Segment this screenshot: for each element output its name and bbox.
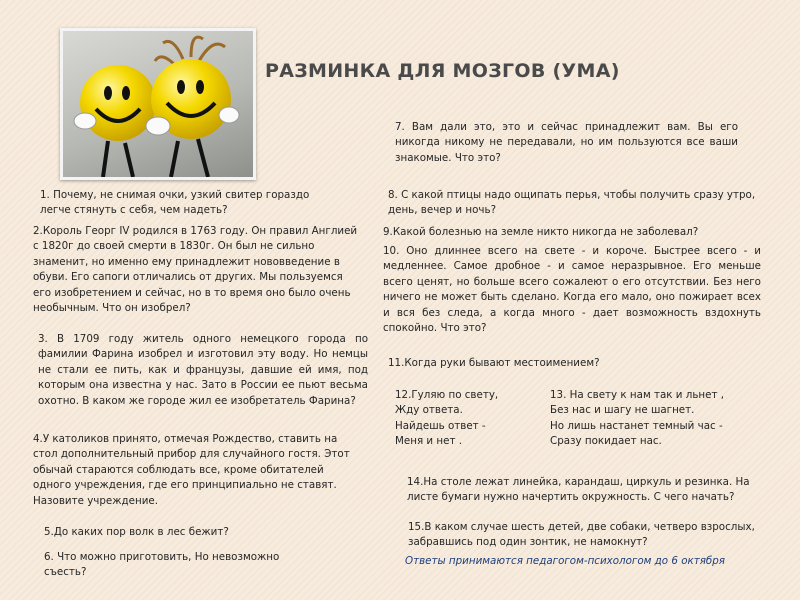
smiley-photo [60,28,256,180]
answers-deadline-note: Ответы принимаются педагогом-психологом до 6 октября [405,555,725,567]
question-12-line: 12.Гуляю по свету, [395,389,499,401]
question-14: 14.На столе лежат линейка, карандаш, циркуль и резинка. На листе бумаги нужно начертить окружность. С чего начать? [407,476,750,504]
question-12 [395,388,545,450]
question-13-line: 13. На свету к нам так и льнет , [550,389,725,401]
question-13-line: Но лишь настанет темный час - [550,419,723,432]
question-12-line: Найдешь ответ - [395,419,486,432]
question-15: 15.В каком случае шесть детей, две собаки, четверо взрослых, забравшись под один зонтик, не намокнут? [408,521,755,549]
question-12-line: Меня и нет . [395,435,462,448]
question-13-line: Без нас и шагу не шагнет. [550,404,695,417]
question-13 [550,388,765,450]
question-3: 3. В 1709 году житель одного немецкого города по фамилии Фарина изобрел и изготовил эту воду. Но немцы не стали ее пить, как и французы, давшие ей имя, под которым она известна у нас. Зато в России ее пьют весьма охотно. В каком же городе жил ее изобретатель Фарина? [38,333,368,407]
question-2: 2.Король Георг IV родился в 1763 году. Он правил Англией с 1820г до своей смерти в 1830г. Он был не сильно знаменит, но именно ему принадлежит нововведение в обуви. Его сапоги отличались от других. Мы пользуемся его изобретением и сейчас, но в то время оно было очень необычным. Что он изобрел? [33,225,358,315]
page-title: РАЗМИНКА ДЛЯ МОЗГОВ (УМА) [265,60,620,82]
question-4: 4.У католиков принято, отмечая Рождество, ставить на стол дополнительный прибор для случайного гостя. Этот обычай стараются соблюдать все, кроме обитателей одного учреждения, где его принципиально не ставят. Назовите учреждение. [33,433,350,507]
question-9: 9.Какой болезнью на земле никто никогда не заболевал? [383,226,699,238]
question-11: 11.Когда руки бывают местоимением? [388,357,600,369]
question-7: 7. Вам дали это, это и сейчас принадлежит вам. Вы его никогда никому не передавали, но им пользуются все ваши знакомые. Что это? [395,121,738,164]
question-12-line: Жду ответа. [395,404,463,417]
question-6: 6. Что можно приготовить, Но невозможно съесть? [44,551,280,579]
question-5: 5.До каких пор волк в лес бежит? [44,526,229,538]
smiley-couple-image [63,31,253,177]
question-1: 1. Почему, не снимая очки, узкий свитер гораздо легче стянуть с себя, чем надеть? [40,189,310,217]
question-13-line: Сразу покидает нас. [550,435,662,448]
question-10: 10. Оно длиннее всего на свете - и короче. Быстрее всего - и медленнее. Самое дробное - и самое неразрывное. Его меньше всего ценят, но больше всего сожалеют о его отсутствии. Без него ничего не может быть сделано. Когда его мало, оно пожирает всех и вся без следа, а когда много - дает возможность вздохнуть спокойно. Что это? [383,245,761,335]
question-8: 8. С какой птицы надо ощипать перья, чтобы получить сразу утро, день, вечер и ночь? [388,189,756,217]
